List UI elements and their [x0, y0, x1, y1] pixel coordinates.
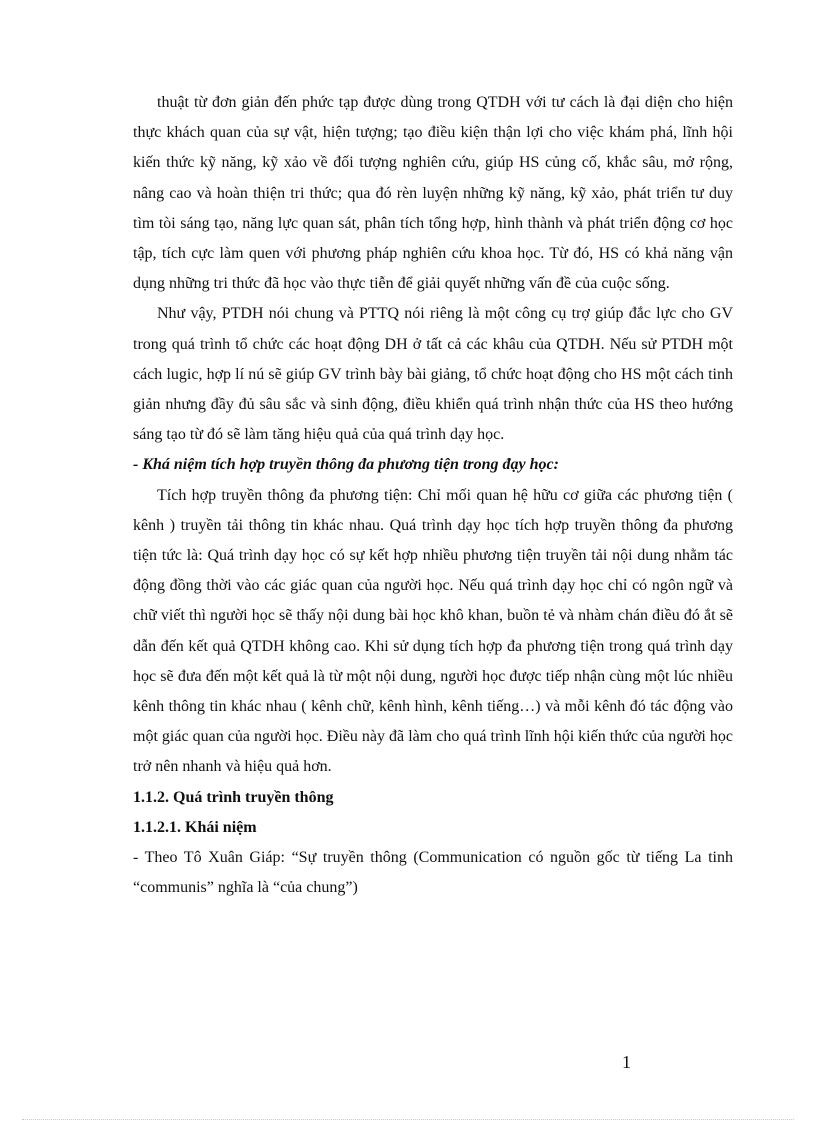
paragraph-communication-definition: - Theo Tô Xuân Giáp: “Sự truyền thông (Communication có nguồn gốc từ tiếng La tinh “communis” nghĩa là “của chung”): [133, 849, 733, 897]
section-heading-1-1-2: 1.1.2. Quá trình truyền thông: [133, 788, 334, 806]
paragraph-multimedia-definition: Tích hợp truyền thông đa phương tiện: Chỉ mối quan hệ hữu cơ giữa các phương tiện ( kênh ) truyền tải thông tin khác nhau. Quá trình dạy học tích hợp truyền thông đa phương tiện tức là: Quá trình dạy học có sự kết hợp nhiều phương tiện truyền tải nội dung nhằm tác động đồng thời vào các giác quan của người học. Nếu quá trình dạy học chỉ có ngôn ngữ và chữ viết thì người học sẽ thấy nội dung bài học khô khan, buồn tẻ và nhàm chán điều đó ắt sẽ dẫn đến kết quả QTDH không cao. Khi sử dụng tích hợp đa phương tiện trong quá trình dạy học sẽ đưa đến một kết quả là từ một nội dung, người học được tiếp nhận cùng một lúc nhiều kênh thông tin khác nhau ( kênh chữ, kênh hình, kênh tiếng…) và mỗi kênh đó tác động vào một giác quan của người học. Điều này đã làm cho quá trình lĩnh hội kiến thức của người học trở nên nhanh và hiệu quả hơn.: [133, 486, 733, 776]
page-bottom-divider: [22, 1119, 794, 1120]
heading-multimedia-concept: - Khá niệm tích hợp truyền thông đa phương tiện trong đạy học:: [133, 456, 559, 474]
paragraph-media-role: thuật từ đơn giản đến phức tạp được dùng trong QTDH với tư cách là đại diện cho hiện thực khách quan của sự vật, hiện tượng; tạo điều kiện thận lợi cho việc khám phá, lĩnh hội kiến thức kỹ năng, kỹ xảo về đối tượng nghiên cứu, giúp HS củng cố, khắc sâu, mở rộng, nâng cao và hoàn thiện tri thức; qua đó rèn luyện những kỹ năng, kỹ xảo, phát triển tư duy tìm tòi sáng tạo, năng lực quan sát, phân tích tổng hợp, hình thành và phát triển động cơ học tập, tích cực làm quen với phương pháp nghiên cứu khoa học. Từ đó, HS có khả năng vận dụng những tri thức đã học vào thực tiễn để giải quyết những vấn đề của cuộc sống.: [133, 94, 733, 293]
section-heading-1-1-2-1: 1.1.2.1. Khái niệm: [133, 818, 257, 836]
page-number: 1: [622, 1052, 631, 1072]
body-text: [133, 88, 733, 903]
paragraph-ptdh-summary: Như vậy, PTDH nói chung và PTTQ nói riêng là một công cụ trợ giúp đắc lực cho GV trong quá trình tổ chức các hoạt động DH ở tất cả các khâu của QTDH. Nếu sử PTDH một cách lugic, hợp lí nú sẽ giúp GV trình bày bài giảng, tổ chức hoạt động cho HS một cách tinh giản nhưng đầy đủ sâu sắc và sinh động, điều khiển quá trình nhận thức của HS theo hướng sáng tạo từ đó sẽ làm tăng hiệu quả của quá trình dạy học.: [133, 305, 733, 444]
